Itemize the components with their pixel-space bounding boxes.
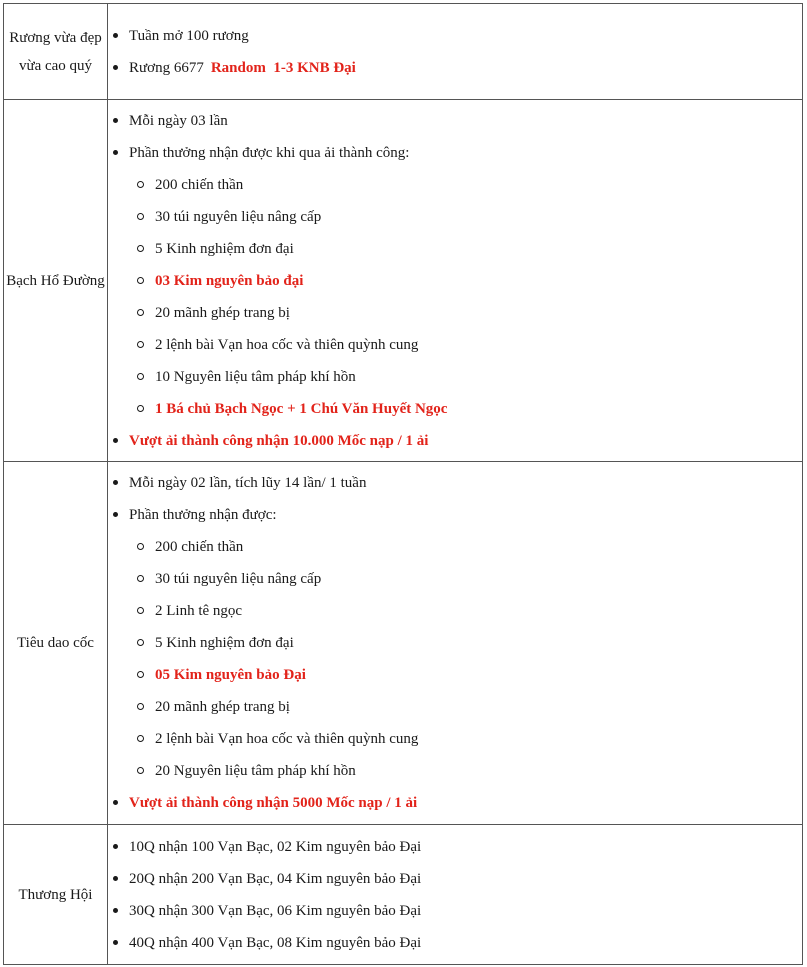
sub-list-item: 2 lệnh bài Vạn hoa cốc và thiên quỳnh cung [129, 723, 802, 755]
sub-list-item: 20 mãnh ghép trang bị [129, 297, 802, 329]
sub-list-item: 20 mãnh ghép trang bị [129, 691, 802, 723]
sub-list-item: 20 Nguyên liệu tâm pháp khí hồn [129, 755, 802, 787]
sub-list-item [129, 659, 802, 691]
row-label-cell [4, 100, 108, 462]
highlight-text: 03 Kim nguyên bảo đại [155, 272, 304, 289]
table-row [4, 462, 803, 825]
bullet-list [108, 105, 802, 457]
list-item: Phần thưởng nhận được khi qua ải thành công: 200 chiến thần 30 túi nguyên liệu nâng cấp 5 Kinh nghiệm đơn đại 03 Kim nguyên bảo đại 20 mãnh ghép trang bị 2 lệnh bài Vạn hoa cốc và thiên quỳnh cung 10 Nguyên liệu tâm pháp khí hồn 1 Bá chủ Bạch Ngọc + 1 Chú Văn Huyết Ngọc [108, 137, 802, 425]
sub-list-item: 30 túi nguyên liệu nâng cấp [129, 201, 802, 233]
row-label: Bạch Hổ Đường [6, 272, 105, 289]
sub-list-item: 2 lệnh bài Vạn hoa cốc và thiên quỳnh cung [129, 329, 802, 361]
bullet-list [108, 467, 802, 819]
highlight-text: Vượt ải thành công nhận 5000 Mốc nạp / 1 ải [129, 795, 418, 811]
rewards-table [3, 3, 803, 965]
row-label: Tiêu dao cốc [17, 635, 94, 651]
bullet-list [108, 20, 802, 84]
sub-list-item: 2 Linh tê ngọc [129, 595, 802, 627]
sub-bullet-list [129, 169, 802, 425]
sub-list-item: 200 chiến thần [129, 169, 802, 201]
sub-list-item: 5 Kinh nghiệm đơn đại [129, 627, 802, 659]
row-content-cell [108, 462, 803, 825]
sub-list-item: 5 Kinh nghiệm đơn đại [129, 233, 802, 265]
sub-list-item [129, 393, 802, 425]
table-row [4, 4, 803, 100]
list-item [108, 787, 802, 819]
row-content-cell [108, 100, 803, 462]
table-row [4, 100, 803, 462]
highlight-text: 05 Kim nguyên bảo Đại [155, 667, 306, 683]
list-item: Tuần mở 100 rương [108, 20, 802, 52]
row-label-cell [4, 4, 108, 100]
bullet-list [108, 831, 802, 959]
table-row [4, 825, 803, 965]
sub-list-item [129, 265, 802, 297]
list-item [108, 425, 802, 457]
list-item: 10Q nhận 100 Vạn Bạc, 02 Kim nguyên bảo Đại [108, 831, 802, 863]
row-content-cell [108, 4, 803, 100]
highlight-text: 1 Bá chủ Bạch Ngọc + 1 Chú Văn Huyết Ngọc [155, 400, 448, 417]
row-label: Rương vừa đẹp vừa cao quý [9, 29, 102, 74]
highlight-text: Vượt ải thành công nhận 10.000 Mốc nạp / 1 ải [129, 432, 429, 449]
highlight-text: Random 1-3 KNB Đại [210, 59, 356, 76]
list-item: Phần thưởng nhận được: 200 chiến thần 30 túi nguyên liệu nâng cấp 2 Linh tê ngọc 5 Kinh nghiệm đơn đại 05 Kim nguyên bảo Đại 20 mãnh ghép trang bị 2 lệnh bài Vạn hoa cốc và thiên quỳnh cung 20 Nguyên liệu tâm pháp khí hồn [108, 499, 802, 787]
sub-bullet-list [129, 531, 802, 787]
sub-list-item: 10 Nguyên liệu tâm pháp khí hồn [129, 361, 802, 393]
list-item: 20Q nhận 200 Vạn Bạc, 04 Kim nguyên bảo Đại [108, 863, 802, 895]
list-item: Mỗi ngày 03 lần [108, 105, 802, 137]
list-item: Rương 6677 Random 1-3 KNB Đại [108, 52, 802, 84]
row-label-cell [4, 825, 108, 965]
list-item: Mỗi ngày 02 lần, tích lũy 14 lần/ 1 tuần [108, 467, 802, 499]
row-content-cell [108, 825, 803, 965]
sub-list-item: 200 chiến thần [129, 531, 802, 563]
list-item: 30Q nhận 300 Vạn Bạc, 06 Kim nguyên bảo Đại [108, 895, 802, 927]
sub-list-item: 30 túi nguyên liệu nâng cấp [129, 563, 802, 595]
row-label: Thương Hội [18, 886, 93, 903]
list-item: 40Q nhận 400 Vạn Bạc, 08 Kim nguyên bảo Đại [108, 927, 802, 959]
row-label-cell [4, 462, 108, 825]
